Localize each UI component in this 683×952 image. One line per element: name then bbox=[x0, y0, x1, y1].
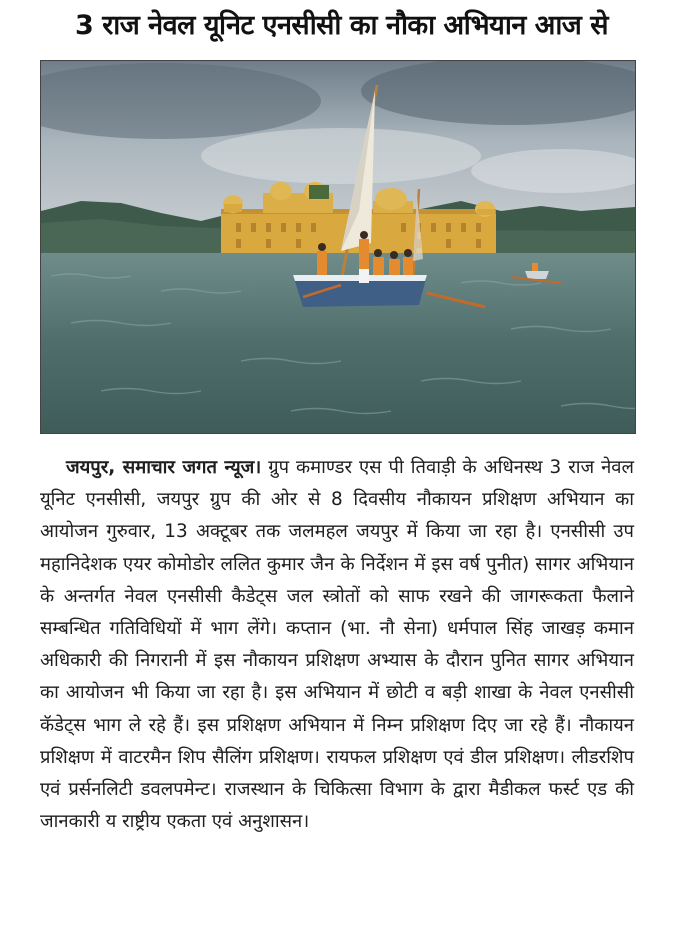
news-photo bbox=[40, 60, 636, 434]
article-text: ग्रुप कमाण्डर एस पी तिवाड़ी के अधिनस्थ 3 राज नेवल यूनिट एनसीसी, जयपुर ग्रुप की ओर से 8 दिवसीय नौकायन प्रशिक्षण अभियान का आयोजन गुरुवार, 13 अक्टूबर तक जलमहल जयपुर में किया जा रहा है। एनसीसी उप महानिदेशक एयर कोमोडोर ललित कुमार जैन के निर्देशन में इस वर्ष पुनीत) सागर अभियान के अन्तर्गत नेवल एनसीसी कैडेट्स जल स्त्रोतों को साफ रखने की जागरूकता फैलाने सम्बन्धित गतिविधियों में भाग लेंगे। कप्तान (भा. नौ सेना) धर्मपाल सिंह जाखड़ कमान अधिकारी की निगरानी में इस नौकायन प्रशिक्षण अभ्यास के दौरान पुनित सागर अभियान का आयोजन भी किया जा रहा है। इस अभियान में छोटी व बड़ी शाखा के नेवल एनसीसी कॅडेट्स भाग ले रहे हैं। इस प्रशिक्षण अभियान में निम्न प्रशिक्षण दिए जा रहे हैं। नौकायन प्रशिक्षण में वाटरमैन शिप सैलिंग प्रशिक्षण। रायफल प्रशिक्षण एवं डील प्रशिक्षण। लीडरशिप एवं प्रर्सनलिटी डवलपमेन्ट। राजस्थान के चिकित्सा विभाग के द्वारा मैडीकल फर्स्ट एड की जानकारी य राष्ट्रीय एकता एवं अनुशासन। bbox=[40, 457, 634, 833]
article-paragraph bbox=[40, 452, 634, 838]
headline: 3 राज नेवल यूनिट एनसीसी का नौका अभियान आज से bbox=[75, 10, 608, 41]
article-body bbox=[40, 452, 634, 838]
cloud bbox=[201, 128, 481, 184]
dateline: जयपुर, समाचार जगत न्यूज। bbox=[66, 457, 262, 478]
